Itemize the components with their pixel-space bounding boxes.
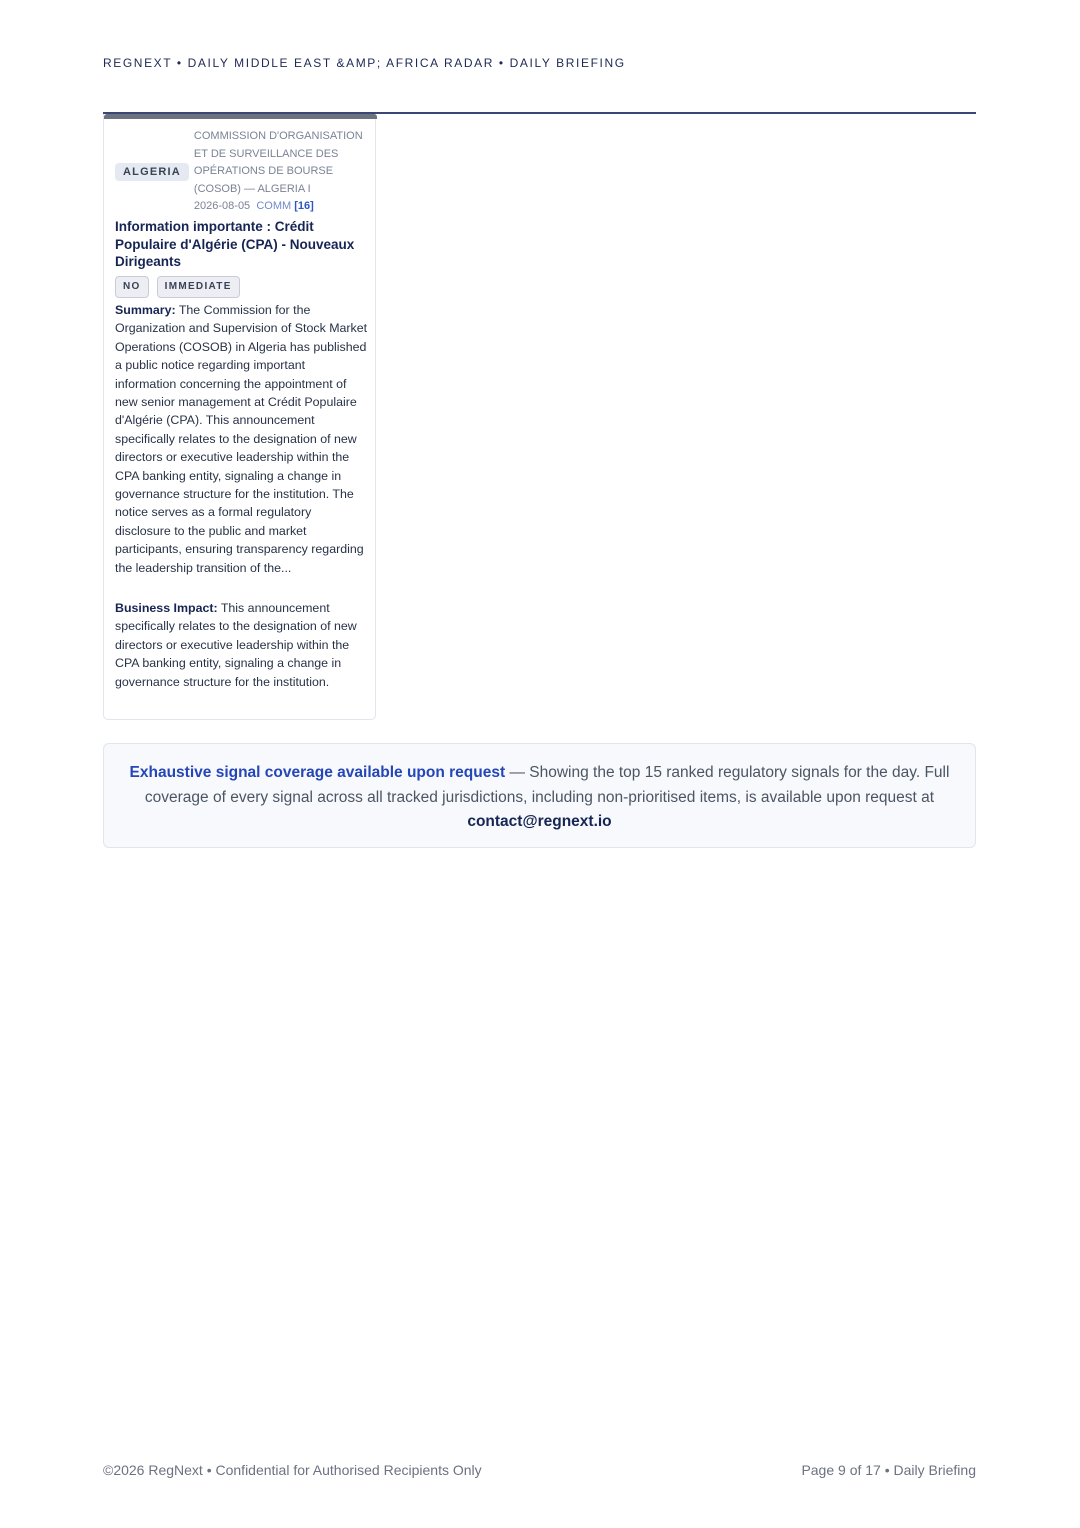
- tag-row: [115, 276, 248, 298]
- signal-card[interactable]: [103, 114, 376, 720]
- source-authority: COMMISSION D'ORGANISATION ET DE SURVEILLANCE DES OPÉRATIONS DE BOURSE (COSOB) — ALGERIA I: [193, 130, 363, 195]
- notice-body: — Showing the top 15 ranked regulatory signals for the day. Full coverage of every signal across all tracked jurisdictions, including non-prioritised items, is available upon request at: [144, 764, 950, 806]
- summary-text: The Commission for the Organization and Supervision of Stock Market Operations (COSOB) in Algeria has published a public notice regarding important information concerning the appointment of new senior management at Crédit Populaire d'Algérie (CPA). This announcement specifically relates to the designation of new directors or executive leadership within the CPA banking entity, signaling a change in governance structure for the institution. The notice serves as a formal regulatory disclosure to the public and market participants, ensuring transparency regarding the leadership transition of the...: [115, 303, 368, 575]
- coverage-notice: [103, 743, 976, 848]
- card-title[interactable]: Information importante : Crédit Populaire d'Algérie (CPA) - Nouveaux Dirigeants: [115, 219, 355, 269]
- card-business-impact: [115, 599, 369, 691]
- notice-lead: Exhaustive signal coverage available upon request: [129, 764, 506, 781]
- signal-type: COMM: [256, 200, 292, 212]
- reference-link[interactable]: [16]: [294, 200, 314, 212]
- card-priority-bar: [104, 114, 377, 119]
- card-summary: [115, 301, 369, 577]
- card-meta-row: [115, 128, 367, 216]
- impact-label: Business Impact:: [115, 601, 218, 615]
- tag-no: NO: [115, 276, 149, 298]
- tag-immediate: IMMEDIATE: [157, 276, 240, 298]
- footer-page-number: Page 9 of 17 • Daily Briefing: [801, 1462, 976, 1478]
- impact-text: This announcement specifically relates to the designation of new directors or executive leadership within the CPA banking entity, signaling a change in governance structure for the institution.: [115, 601, 357, 689]
- running-header: REGNEXT • DAILY MIDDLE EAST &AMP; AFRICA RADAR • DAILY BRIEFING: [103, 56, 626, 70]
- card-meta: [194, 128, 367, 216]
- publication-date: 2026-08-05: [193, 200, 251, 212]
- footer-copyright: ©2026 RegNext • Confidential for Authorised Recipients Only: [103, 1462, 482, 1478]
- contact-email-link[interactable]: contact@regnext.io: [467, 813, 612, 830]
- summary-label: Summary:: [115, 303, 176, 317]
- country-badge: ALGERIA: [115, 163, 189, 181]
